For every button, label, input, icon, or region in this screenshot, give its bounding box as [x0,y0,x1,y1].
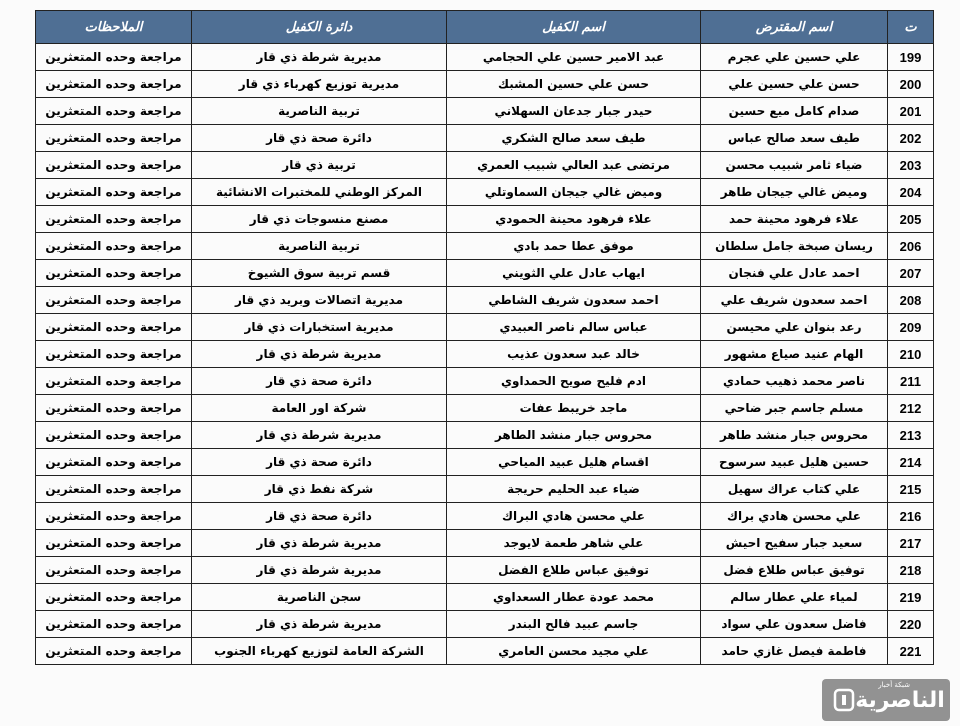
cell-notes: مراجعة وحده المتعثرين [36,98,192,125]
cell-borrower: علاء فرهود محينة حمد [701,206,888,233]
table-body [36,44,934,665]
cell-department: شركة نفط ذي قار [192,476,447,503]
watermark-small-text: شبكة أخبار [878,681,910,689]
cell-notes: مراجعة وحده المتعثرين [36,125,192,152]
cell-guarantor: علاء فرهود محينة الحمودي [447,206,701,233]
cell-borrower: احمد عادل علي فنجان [701,260,888,287]
cell-num: 201 [888,98,934,125]
cell-notes: مراجعة وحده المتعثرين [36,152,192,179]
cell-notes: مراجعة وحده المتعثرين [36,395,192,422]
table-row [36,152,934,179]
cell-guarantor: خالد عبد سعدون عذيب [447,341,701,368]
cell-guarantor: حيدر جبار جدعان السهلاني [447,98,701,125]
cell-department: دائرة صحة ذي قار [192,449,447,476]
cell-borrower: محروس جبار منشد طاهر [701,422,888,449]
cell-num: 210 [888,341,934,368]
cell-guarantor: طيف سعد صالح الشكري [447,125,701,152]
cell-guarantor: ماجد خريبط عفات [447,395,701,422]
cell-num: 205 [888,206,934,233]
cell-borrower: علي كتاب عراك سهيل [701,476,888,503]
cell-borrower: مسلم جاسم جبر ضاحي [701,395,888,422]
cell-notes: مراجعة وحده المتعثرين [36,341,192,368]
cell-notes: مراجعة وحده المتعثرين [36,530,192,557]
cell-num: 202 [888,125,934,152]
table-row [36,557,934,584]
cell-num: 219 [888,584,934,611]
cell-notes: مراجعة وحده المتعثرين [36,638,192,665]
cell-num: 221 [888,638,934,665]
cell-guarantor: موفق عطا حمد بادي [447,233,701,260]
cell-guarantor: توفيق عباس طلاع الفضل [447,557,701,584]
cell-num: 208 [888,287,934,314]
cell-num: 211 [888,368,934,395]
cell-borrower: لمياء علي عطار سالم [701,584,888,611]
table-row [36,422,934,449]
cell-borrower: طيف سعد صالح عباس [701,125,888,152]
cell-guarantor: ادم فليح صويح الحمداوي [447,368,701,395]
cell-notes: مراجعة وحده المتعثرين [36,422,192,449]
cell-num: 207 [888,260,934,287]
cell-department: مديرية شرطة ذي قار [192,422,447,449]
cell-num: 216 [888,503,934,530]
logo-icon [833,687,855,713]
cell-borrower: فاضل سعدون علي سواد [701,611,888,638]
cell-borrower: صدام كامل ميع حسين [701,98,888,125]
cell-num: 214 [888,449,934,476]
cell-borrower: رعد بنوان علي محيسن [701,314,888,341]
cell-guarantor: ضياء عبد الحليم حريجة [447,476,701,503]
cell-department: مديرية شرطة ذي قار [192,557,447,584]
cell-department: تربية الناصرية [192,98,447,125]
header-guarantor: اسم الكفيل [447,11,701,44]
table-row [36,179,934,206]
table-row [36,395,934,422]
table-row [36,530,934,557]
table-row [36,287,934,314]
cell-num: 218 [888,557,934,584]
table-row [36,449,934,476]
cell-department: تربية الناصرية [192,233,447,260]
cell-borrower: احمد سعدون شريف علي [701,287,888,314]
cell-notes: مراجعة وحده المتعثرين [36,314,192,341]
table-row [36,314,934,341]
cell-guarantor: علي مجيد محسن العامري [447,638,701,665]
cell-notes: مراجعة وحده المتعثرين [36,260,192,287]
cell-guarantor: احمد سعدون شريف الشاطي [447,287,701,314]
cell-num: 203 [888,152,934,179]
cell-borrower: حسين هليل عبيد سرسوح [701,449,888,476]
table-row [36,476,934,503]
cell-num: 215 [888,476,934,503]
cell-guarantor: علي محسن هادي البراك [447,503,701,530]
cell-department: مديرية اتصالات وبريد ذي قار [192,287,447,314]
cell-notes: مراجعة وحده المتعثرين [36,44,192,71]
cell-num: 220 [888,611,934,638]
cell-guarantor: اقسام هليل عبيد المياحي [447,449,701,476]
table-row [36,611,934,638]
cell-notes: مراجعة وحده المتعثرين [36,557,192,584]
cell-borrower: فاطمة فيصل غازي حامد [701,638,888,665]
site-watermark [822,679,950,721]
cell-department: الشركة العامة لتوزيع كهرباء الجنوب [192,638,447,665]
cell-borrower: وميض غالي جيجان طاهر [701,179,888,206]
cell-borrower: حسن علي حسين علي [701,71,888,98]
cell-department: مديرية شرطة ذي قار [192,44,447,71]
cell-department: شركة اور العامة [192,395,447,422]
cell-notes: مراجعة وحده المتعثرين [36,584,192,611]
header-department: دائرة الكفيل [192,11,447,44]
cell-borrower: سعيد جبار سفيح احيش [701,530,888,557]
table-row [36,71,934,98]
header-borrower: اسم المقترض [701,11,888,44]
cell-num: 199 [888,44,934,71]
cell-notes: مراجعة وحده المتعثرين [36,233,192,260]
cell-guarantor: ايهاب عادل علي الثويني [447,260,701,287]
header-row [36,11,934,44]
cell-notes: مراجعة وحده المتعثرين [36,206,192,233]
header-notes: الملاحظات [36,11,192,44]
cell-notes: مراجعة وحده المتعثرين [36,71,192,98]
cell-guarantor: جاسم عبيد فالح البندر [447,611,701,638]
cell-borrower: علي محسن هادي براك [701,503,888,530]
cell-guarantor: مرتضى عبد العالي شبيب العمري [447,152,701,179]
cell-guarantor: علي شاهر طعمة لايوجد [447,530,701,557]
cell-guarantor: محروس جبار منشد الطاهر [447,422,701,449]
cell-notes: مراجعة وحده المتعثرين [36,287,192,314]
table-row [36,206,934,233]
cell-borrower: علي حسين علي عجرم [701,44,888,71]
cell-department: قسم تربية سوق الشيوخ [192,260,447,287]
cell-borrower: ريسان صبخة جامل سلطان [701,233,888,260]
cell-guarantor: وميض غالي جيجان السماوتلي [447,179,701,206]
cell-department: مديرية شرطة ذي قار [192,530,447,557]
table-row [36,368,934,395]
cell-borrower: ناصر محمد ذهيب حمادي [701,368,888,395]
table-row [36,125,934,152]
cell-notes: مراجعة وحده المتعثرين [36,503,192,530]
table-row [36,44,934,71]
cell-borrower: توفيق عباس طلاع فضل [701,557,888,584]
cell-num: 200 [888,71,934,98]
cell-department: مديرية توزيع كهرباء ذي قار [192,71,447,98]
table-row [36,638,934,665]
cell-guarantor: محمد عودة عطار السعداوي [447,584,701,611]
cell-borrower: الهام عنيد صياع مشهور [701,341,888,368]
defaulters-table [35,10,934,665]
cell-department: سجن الناصرية [192,584,447,611]
cell-num: 206 [888,233,934,260]
watermark-text: الناصرية [855,687,945,713]
cell-notes: مراجعة وحده المتعثرين [36,476,192,503]
cell-notes: مراجعة وحده المتعثرين [36,368,192,395]
cell-department: مديرية شرطة ذي قار [192,611,447,638]
cell-guarantor: عباس سالم ناصر العبيدي [447,314,701,341]
cell-num: 204 [888,179,934,206]
cell-department: دائرة صحة ذي قار [192,503,447,530]
cell-guarantor: حسن علي حسين المشبك [447,71,701,98]
table-row [36,584,934,611]
cell-num: 213 [888,422,934,449]
cell-department: تربية ذي قار [192,152,447,179]
cell-num: 209 [888,314,934,341]
cell-department: مصنع منسوجات ذي قار [192,206,447,233]
cell-num: 212 [888,395,934,422]
table-row [36,503,934,530]
cell-guarantor: عبد الامير حسين علي الحجامي [447,44,701,71]
table-row [36,233,934,260]
cell-borrower: ضياء ثامر شبيب محسن [701,152,888,179]
cell-department: دائرة صحة ذي قار [192,125,447,152]
table-row [36,260,934,287]
cell-department: مديرية استخبارات ذي قار [192,314,447,341]
table-row [36,341,934,368]
cell-department: دائرة صحة ذي قار [192,368,447,395]
table-row [36,98,934,125]
cell-department: المركز الوطني للمختبرات الانشائية [192,179,447,206]
cell-num: 217 [888,530,934,557]
cell-notes: مراجعة وحده المتعثرين [36,611,192,638]
cell-department: مديرية شرطة ذي قار [192,341,447,368]
cell-notes: مراجعة وحده المتعثرين [36,449,192,476]
cell-notes: مراجعة وحده المتعثرين [36,179,192,206]
header-num: ت [888,11,934,44]
